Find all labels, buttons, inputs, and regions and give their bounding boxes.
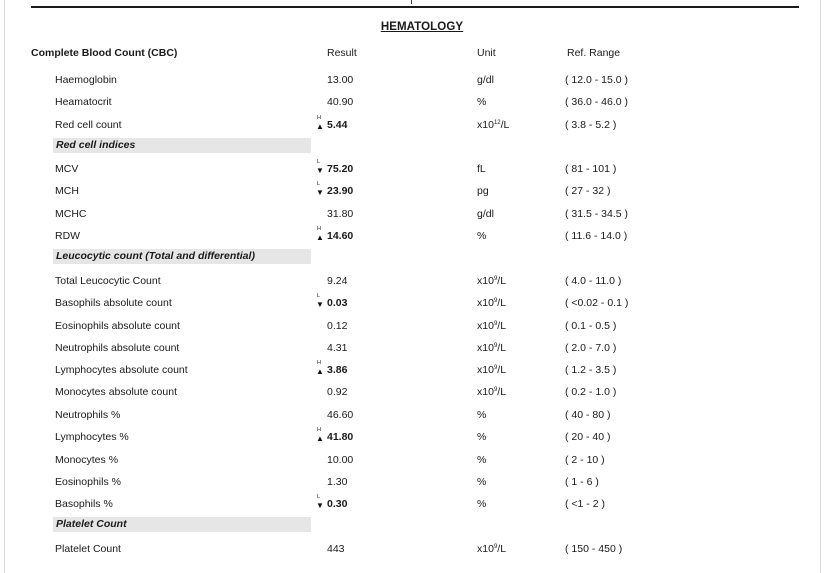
table-row	[0, 337, 828, 357]
test-unit: %	[477, 96, 487, 108]
unit-tail: /L	[500, 119, 510, 131]
table-row	[0, 225, 828, 245]
test-result: 3.86	[327, 364, 348, 376]
test-result: 41.80	[327, 431, 354, 443]
table-row	[0, 449, 828, 469]
test-result: 46.60	[327, 409, 354, 421]
test-result: 0.30	[327, 498, 348, 510]
high-flag	[316, 360, 324, 377]
unit-tail: /L	[497, 297, 507, 309]
test-unit: %	[477, 454, 487, 466]
header-divider	[31, 6, 799, 8]
triangle-up-icon: ▲	[316, 233, 324, 242]
table-row	[0, 158, 828, 178]
table-row	[0, 203, 828, 223]
test-name: Heamatocrit	[55, 96, 112, 108]
column-header-ref-range: Ref. Range	[567, 47, 621, 59]
test-ref-range: ( 12.0 - 15.0 )	[565, 74, 629, 86]
test-name: Monocytes %	[55, 454, 119, 466]
table-row	[0, 91, 828, 111]
flag-letter: L	[317, 293, 321, 299]
group-header-leucocytic	[53, 249, 311, 264]
test-result: 23.90	[327, 185, 354, 197]
test-result: 0.12	[327, 320, 348, 332]
test-ref-range: ( 0.1 - 0.5 )	[565, 320, 617, 332]
low-flag	[316, 293, 324, 310]
test-result: 75.20	[327, 163, 354, 175]
test-name: Neutrophils absolute count	[55, 342, 180, 354]
flag-letter: H	[317, 360, 321, 366]
test-result: 443	[327, 543, 345, 555]
unit-base: x10	[477, 543, 494, 555]
group-label: Red cell indices	[56, 139, 136, 151]
triangle-down-icon: ▼	[316, 501, 324, 510]
group-label: Leucocytic count (Total and differential)	[56, 250, 255, 262]
unit-tail: /L	[497, 275, 507, 287]
test-ref-range: ( 36.0 - 46.0 )	[565, 96, 629, 108]
test-ref-range: ( 40 - 80 )	[565, 409, 611, 421]
unit-tail: /L	[497, 386, 507, 398]
triangle-down-icon: ▼	[316, 166, 324, 175]
flag-letter: H	[317, 115, 321, 121]
table-row	[0, 359, 828, 379]
table-row	[0, 292, 828, 312]
unit-base: x10	[477, 275, 494, 287]
test-unit	[477, 342, 506, 354]
unit-exponent: 12	[493, 120, 501, 126]
unit-exponent: 9	[493, 544, 498, 550]
test-ref-range: ( 2 - 10 )	[565, 454, 605, 466]
test-unit	[477, 275, 506, 287]
test-unit: pg	[477, 185, 489, 197]
test-unit: %	[477, 431, 487, 443]
test-name: Basophils absolute count	[55, 297, 172, 309]
column-header-unit: Unit	[477, 47, 496, 59]
unit-base: x10	[477, 386, 494, 398]
test-result: 1.30	[327, 476, 348, 488]
unit-base: x10	[477, 342, 494, 354]
test-result: 14.60	[327, 230, 354, 242]
test-name: Lymphocytes %	[55, 431, 129, 443]
test-ref-range: ( 2.0 - 7.0 )	[565, 342, 617, 354]
test-result: 0.92	[327, 386, 348, 398]
test-unit	[477, 386, 506, 398]
test-ref-range: ( 1.2 - 3.5 )	[565, 364, 617, 376]
test-name: Monocytes absolute count	[55, 386, 177, 398]
test-name: Basophils %	[55, 498, 113, 510]
table-row	[0, 471, 828, 491]
table-row	[0, 404, 828, 424]
low-flag	[316, 159, 324, 176]
test-unit	[477, 119, 509, 131]
test-name: Haemoglobin	[55, 74, 117, 86]
triangle-down-icon: ▼	[316, 300, 324, 309]
unit-tail: /L	[497, 364, 507, 376]
unit-tail: /L	[497, 342, 507, 354]
test-ref-range: ( <0.02 - 0.1 )	[565, 297, 629, 309]
test-unit: %	[477, 476, 487, 488]
high-flag	[316, 115, 324, 132]
flag-letter: H	[317, 427, 321, 433]
flag-letter: L	[317, 181, 321, 187]
test-name: Neutrophils %	[55, 409, 121, 421]
test-unit	[477, 543, 506, 555]
unit-exponent: 9	[493, 365, 498, 371]
test-result: 9.24	[327, 275, 348, 287]
test-unit: %	[477, 230, 487, 242]
flag-letter: H	[317, 226, 321, 232]
column-header-result: Result	[327, 47, 357, 59]
triangle-up-icon: ▲	[316, 434, 324, 443]
test-name: Red cell count	[55, 119, 122, 131]
table-row	[0, 381, 828, 401]
unit-base: x10	[477, 320, 494, 332]
unit-tail: /L	[497, 320, 507, 332]
unit-base: x10	[477, 119, 494, 131]
triangle-up-icon: ▲	[316, 122, 324, 131]
table-row	[0, 426, 828, 446]
triangle-up-icon: ▲	[316, 367, 324, 376]
high-flag	[316, 427, 324, 444]
test-ref-range: ( 27 - 32 )	[565, 185, 611, 197]
flag-letter: L	[317, 494, 321, 500]
test-name: MCV	[55, 163, 79, 175]
flag-letter: L	[317, 159, 321, 165]
test-unit: fL	[477, 163, 486, 175]
table-row	[0, 180, 828, 200]
test-result: 40.90	[327, 96, 354, 108]
test-name: Lymphocytes absolute count	[55, 364, 188, 376]
test-ref-range: ( 0.2 - 1.0 )	[565, 386, 617, 398]
table-row	[0, 315, 828, 335]
unit-tail: /L	[497, 543, 507, 555]
table-row	[0, 538, 828, 558]
test-ref-range: ( 150 - 450 )	[565, 543, 623, 555]
test-unit: %	[477, 409, 487, 421]
test-unit: g/dl	[477, 74, 494, 86]
test-name: MCHC	[55, 208, 87, 220]
test-name: Platelet Count	[55, 543, 121, 555]
unit-base: x10	[477, 364, 494, 376]
test-ref-range: ( 4.0 - 11.0 )	[565, 275, 622, 287]
test-name: Eosinophils %	[55, 476, 121, 488]
group-label: Platelet Count	[56, 518, 127, 530]
test-unit: g/dl	[477, 208, 494, 220]
table-row	[0, 69, 828, 89]
triangle-down-icon: ▼	[316, 188, 324, 197]
test-ref-range: ( 20 - 40 )	[565, 431, 611, 443]
test-unit	[477, 320, 506, 332]
test-ref-range: ( <1 - 2 )	[565, 498, 605, 510]
high-flag	[316, 226, 324, 243]
test-result: 13.00	[327, 74, 354, 86]
table-row	[0, 114, 828, 134]
low-flag	[316, 181, 324, 198]
test-result: 31.80	[327, 208, 354, 220]
test-result: 0.03	[327, 297, 348, 309]
top-tick-mark	[411, 0, 412, 4]
department-title: HEMATOLOGY	[380, 21, 464, 33]
test-name: RDW	[55, 230, 81, 242]
test-name: Total Leucocytic Count	[55, 275, 161, 287]
test-ref-range: ( 3.8 - 5.2 )	[565, 119, 617, 131]
low-flag	[316, 494, 324, 511]
test-result: 5.44	[327, 119, 348, 131]
test-ref-range: ( 11.6 - 14.0 )	[565, 230, 628, 242]
test-unit	[477, 364, 506, 376]
table-row	[0, 270, 828, 290]
unit-base: x10	[477, 297, 494, 309]
section-title: Complete Blood Count (CBC)	[31, 47, 178, 59]
table-row	[0, 493, 828, 513]
unit-exponent: 9	[493, 276, 498, 282]
test-name: MCH	[55, 185, 79, 197]
unit-exponent: 9	[493, 343, 498, 349]
test-result: 4.31	[327, 342, 348, 354]
test-unit	[477, 297, 506, 309]
test-result: 10.00	[327, 454, 354, 466]
unit-exponent: 9	[493, 387, 498, 393]
test-unit: %	[477, 498, 487, 510]
test-name: Eosinophils absolute count	[55, 320, 180, 332]
test-ref-range: ( 1 - 6 )	[565, 476, 599, 488]
test-ref-range: ( 81 - 101 )	[565, 163, 617, 175]
unit-exponent: 9	[493, 321, 498, 327]
unit-exponent: 9	[493, 298, 498, 304]
group-header-platelet	[53, 517, 311, 532]
group-header-red-cell-indices	[53, 138, 311, 153]
test-ref-range: ( 31.5 - 34.5 )	[565, 208, 629, 220]
